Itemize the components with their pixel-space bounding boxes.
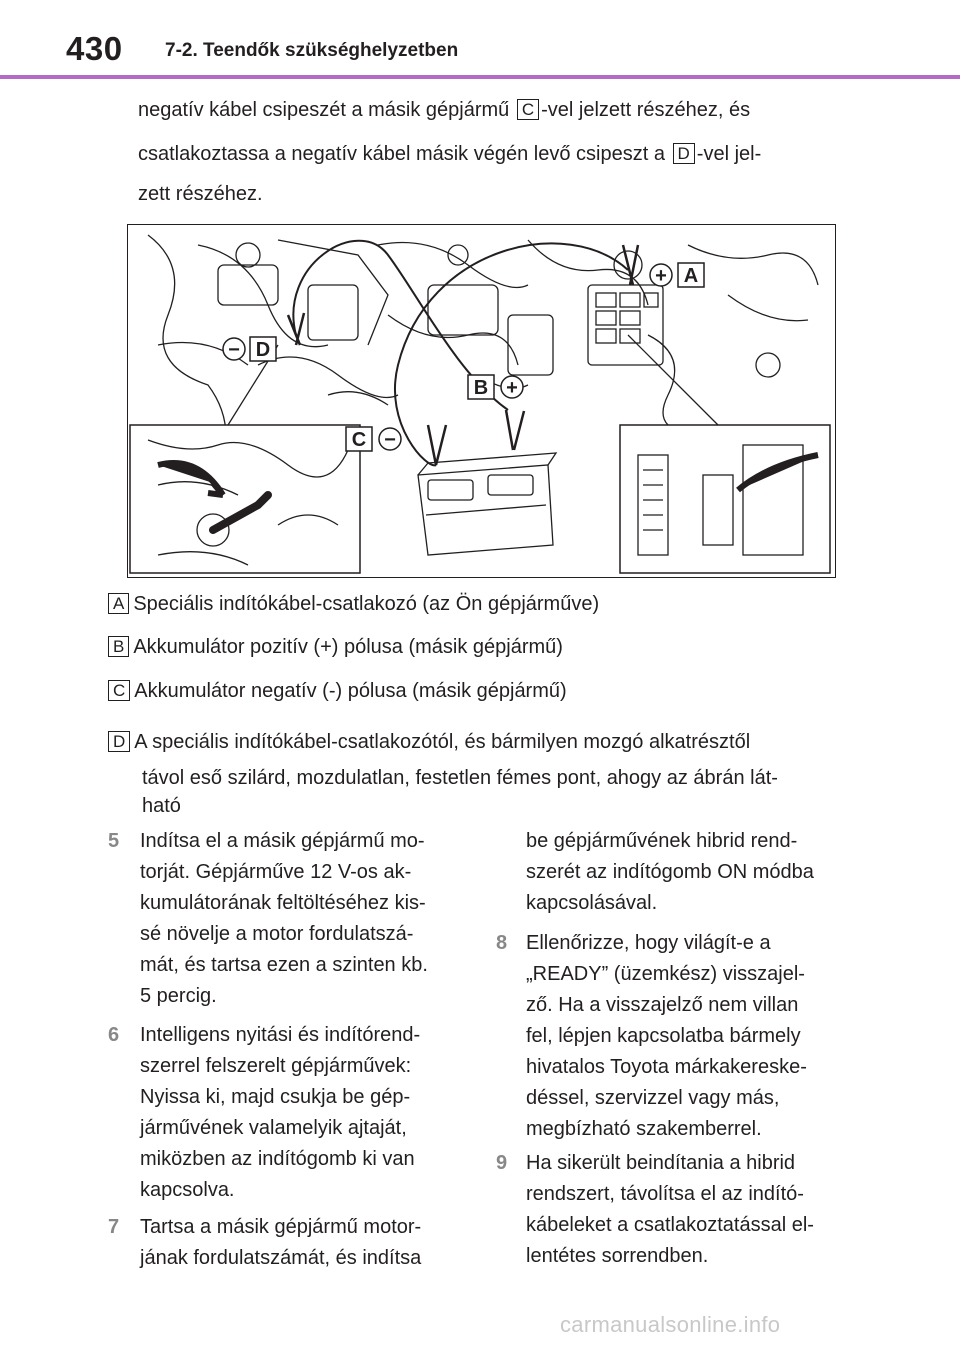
intro-line-1 [138, 96, 750, 124]
step-9-line: rendszert, távolítsa el az indító- [526, 1183, 804, 1205]
step-5-line: Indítsa el a másik gépjármű mo- [140, 830, 425, 852]
step-8-line: megbízható szakemberrel. [526, 1118, 762, 1140]
legend-key-c: C [108, 680, 130, 701]
footer-watermark: carmanualsonline.info [560, 1312, 781, 1337]
step-6-line: miközben az indítógomb ki van [140, 1148, 415, 1170]
step-6-line: kapcsolva. [140, 1179, 235, 1201]
step-8-line: fel, lépjen kapcsolatba bármely [526, 1025, 801, 1047]
legend-text-d: A speciális indítókábel-csatlakozótól, és bármilyen mozgó alkatrésztől [134, 731, 751, 753]
step-5-line: sé növelje a motor fordulatszá- [140, 923, 414, 945]
callout-c: C [351, 429, 367, 451]
step-5-line: kumulátorának feltöltéséhez kis- [140, 892, 426, 914]
header-rule [0, 75, 960, 79]
page-header [0, 0, 960, 80]
intro-text: csatlakoztassa a negatív kábel másik végén levő csipeszt a [138, 143, 671, 165]
minus-sign-d: − [228, 339, 240, 361]
intro-text: -vel jel- [696, 143, 762, 165]
plus-sign-b: + [506, 377, 518, 399]
legend-item-c [108, 677, 567, 705]
step-8-line: Ellenőrizze, hogy világít-e a [526, 932, 771, 954]
plus-sign-a: + [655, 265, 667, 287]
step-5-line: 5 percig. [140, 985, 217, 1007]
step-6-line: szerrel felszerelt gépjárművek: [140, 1055, 412, 1077]
intro-text: -vel jelzett részéhez, és [541, 99, 751, 121]
minus-sign-c: − [384, 429, 396, 451]
step-6-line: Intelligens nyitási és indítórend- [140, 1024, 421, 1046]
legend-text-a: Speciális indítókábel-csatlakozó (az Ön gépjárműve) [133, 593, 600, 615]
step-number: 5 [108, 830, 120, 852]
step-5-line: torját. Gépjárműve 12 V-os ak- [140, 861, 412, 883]
step-number: 7 [108, 1216, 120, 1238]
intro-line-3: zett részéhez. [138, 183, 263, 205]
step-6-line: Nyissa ki, majd csukja be gép- [140, 1086, 411, 1108]
step-8-line: „READY” (üzemkész) visszajel- [526, 963, 805, 985]
legend-key-d: D [108, 731, 130, 752]
step-7-line: szerét az indítógomb ON módba [526, 861, 814, 883]
step-5-line: mát, és tartsa ezen a szinten kb. [140, 954, 428, 976]
step-9-line: lentétes sorrendben. [526, 1245, 709, 1267]
callout-d: D [255, 339, 271, 361]
step-9-line: kábeleket a csatlakoztatással el- [526, 1214, 814, 1236]
intro-line-2 [138, 140, 761, 168]
legend-item-a [108, 590, 599, 618]
page-number: 430 [66, 30, 123, 67]
step-7-line: be gépjárművének hibrid rend- [526, 830, 798, 852]
jump-start-illustration [127, 224, 836, 578]
step-7-line: jának fordulatszámát, és indítsa [140, 1247, 422, 1269]
legend-key-b: B [108, 636, 129, 657]
legend-text-d-cont-2: ható [142, 795, 181, 817]
step-8-line: ző. Ha a visszajelző nem villan [526, 994, 799, 1016]
step-8-line: déssel, szervizzel vagy más, [526, 1087, 780, 1109]
step-8-line: hivatalos Toyota márkakereske- [526, 1056, 807, 1078]
step-number: 6 [108, 1024, 120, 1046]
step-7-line: kapcsolásával. [526, 892, 658, 914]
label-box-c: C [517, 99, 539, 120]
step-6-line: járművének valamelyik ajtaját, [140, 1117, 407, 1139]
section-title: 7-2. Teendők szükséghelyzetben [165, 40, 459, 61]
step-7-line: Tartsa a másik gépjármű motor- [140, 1216, 422, 1238]
step-9-line: Ha sikerült beindítania a hibrid [526, 1152, 796, 1174]
legend-item-b [108, 633, 563, 661]
legend-item-d [108, 728, 750, 756]
callout-a: A [683, 265, 699, 287]
callout-b: B [473, 377, 489, 399]
label-box-d: D [673, 143, 695, 164]
intro-text: negatív kábel csipeszét a másik gépjármű [138, 99, 515, 121]
legend-key-a: A [108, 593, 129, 614]
legend-text-c: Akkumulátor negatív (-) pólusa (másik gépjármű) [134, 680, 567, 702]
step-number: 8 [496, 932, 508, 954]
legend-text-b: Akkumulátor pozitív (+) pólusa (másik gépjármű) [133, 636, 563, 658]
engine-bay-drawing [128, 225, 835, 577]
step-number: 9 [496, 1152, 508, 1174]
legend-text-d-cont-1: távol eső szilárd, mozdulatlan, festetlen fémes pont, ahogy az ábrán lát- [142, 767, 778, 789]
